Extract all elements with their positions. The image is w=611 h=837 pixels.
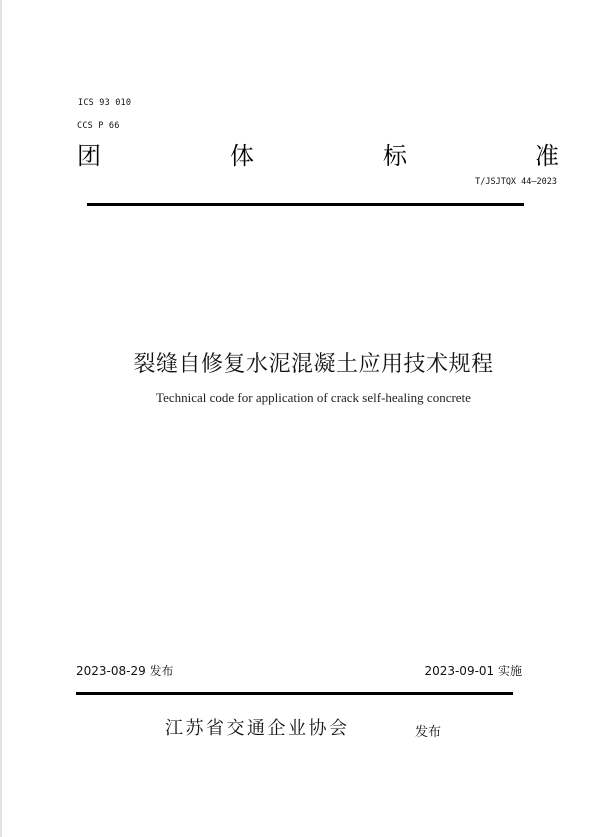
publishing-organization: 江苏省交通企业协会 [165, 718, 350, 739]
category-char-3: 标 [383, 142, 407, 170]
issue-date: 2023-08-29 发布 [76, 664, 174, 678]
implementation-date: 2023-09-01 实施 [424, 664, 522, 678]
header-divider [87, 203, 524, 206]
category-char-2: 体 [230, 142, 254, 170]
ics-code: ICS 93 010 [78, 98, 132, 108]
category-char-1: 团 [77, 142, 101, 170]
category-char-4: 准 [535, 142, 559, 170]
document-title-en: Technical code for application of crack self-healing concrete [156, 390, 471, 405]
publish-label: 发布 [415, 725, 442, 740]
ccs-code: CCS P 66 [77, 121, 120, 131]
footer-divider [76, 692, 513, 695]
standard-number: T/JSJTQX 44—2023 [475, 177, 557, 187]
document-title-zh: 裂缝自修复水泥混凝土应用技术规程 [133, 352, 494, 377]
